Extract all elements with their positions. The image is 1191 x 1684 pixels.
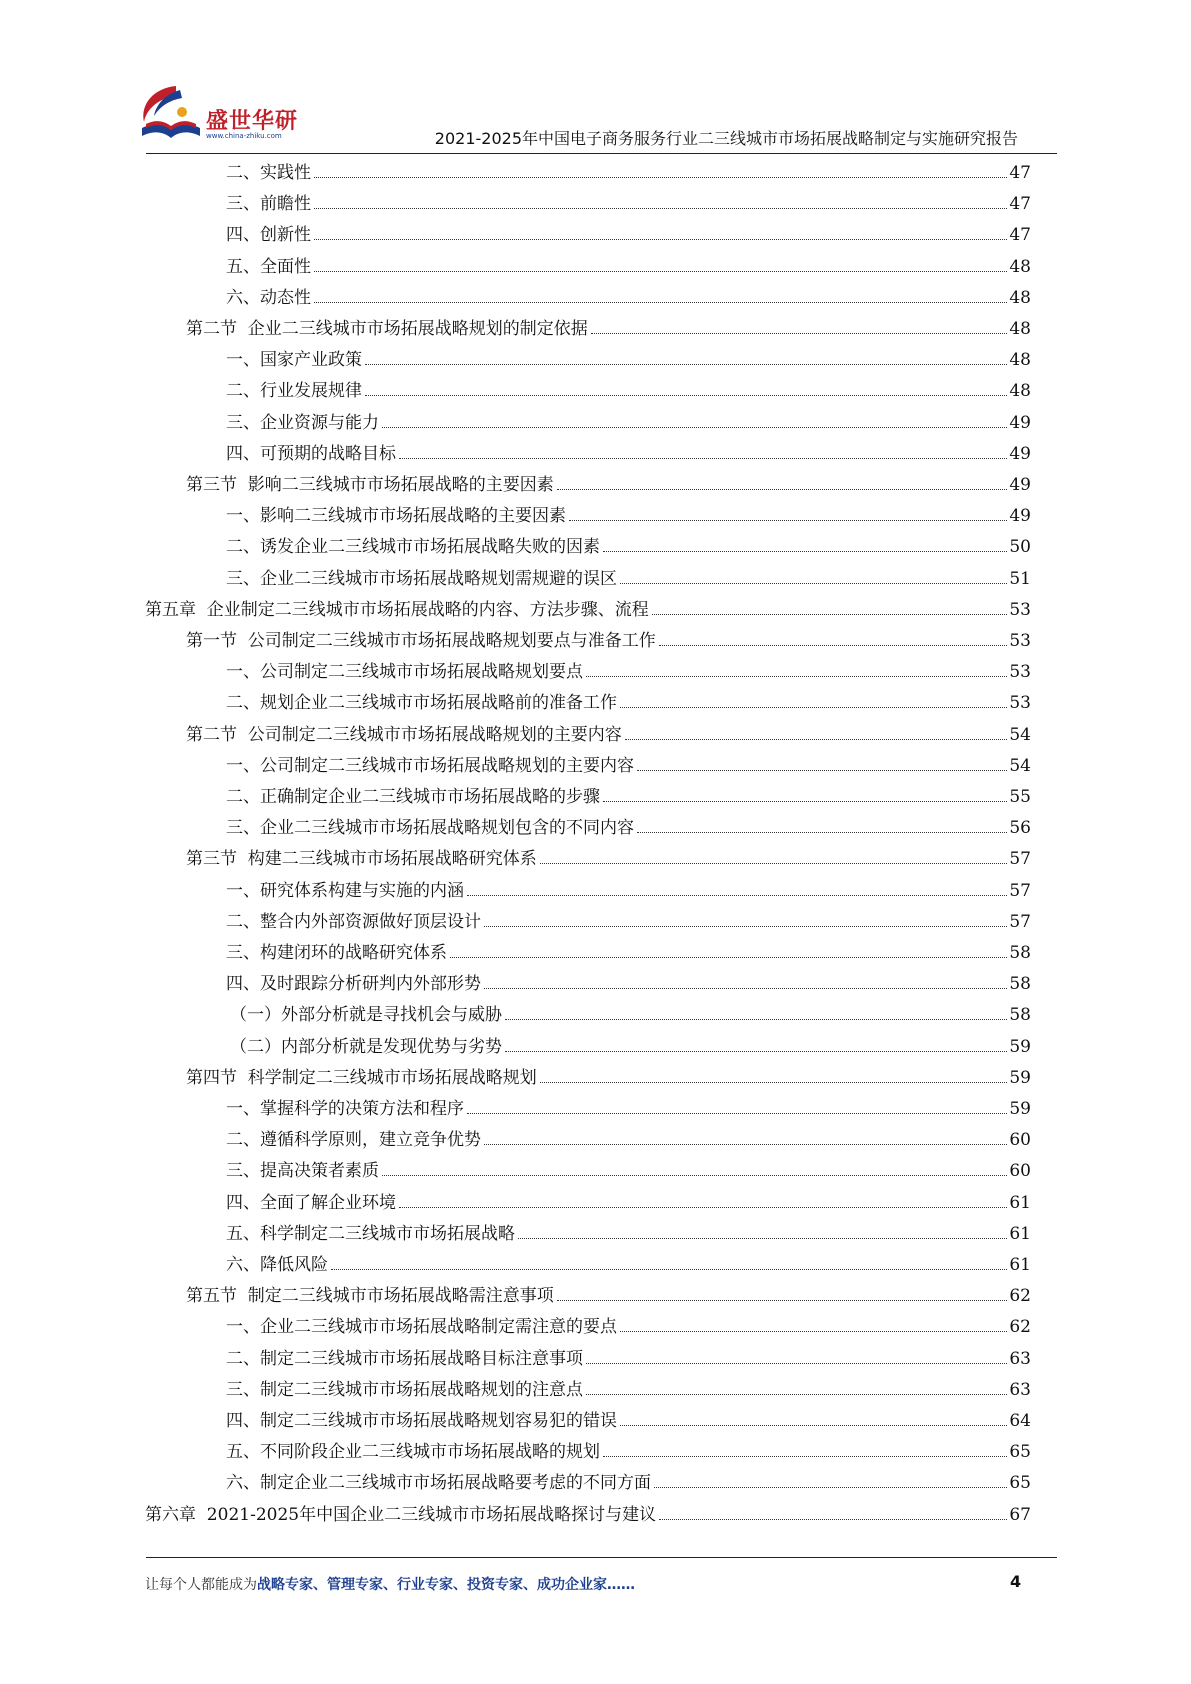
toc-entry[interactable]: [226, 876, 1031, 907]
toc-dot-leader: [467, 1113, 1007, 1114]
toc-entry-title: 第二节 企业二三线城市市场拓展战略规划的制定依据: [186, 319, 588, 339]
toc-dot-leader: [625, 739, 1008, 740]
toc-entry-title: 三、企业二三线城市市场拓展战略规划包含的不同内容: [226, 818, 634, 839]
slogan-highlight: 战略专家、管理专家、行业专家、投资专家、成功企业家……: [257, 1577, 635, 1593]
toc-entry[interactable]: [226, 938, 1031, 969]
toc-dot-leader: [603, 1456, 1007, 1457]
toc-entry-page: 64: [1009, 1411, 1031, 1431]
toc-entry[interactable]: [226, 501, 1031, 532]
toc-entry-title: 六、制定企业二三线城市市场拓展战略要考虑的不同方面: [226, 1473, 651, 1494]
toc-entry[interactable]: [145, 595, 1031, 626]
toc-entry-page: 49: [1009, 412, 1031, 433]
toc-entry-title: 四、及时跟踪分析研判内外部形势: [226, 974, 481, 995]
toc-entry[interactable]: [226, 189, 1031, 220]
header-divider: [146, 153, 1057, 154]
toc-entry-title: 三、制定二三线城市市场拓展战略规划的注意点: [226, 1379, 583, 1400]
toc-entry-title: 二、行业发展规律: [226, 381, 362, 402]
toc-entry-page: 48: [1009, 350, 1031, 371]
toc-entry[interactable]: [226, 1250, 1031, 1281]
toc-dot-leader: [484, 926, 1007, 927]
toc-entry-page: 53: [1009, 693, 1031, 714]
toc-entry-page: 62: [1009, 1317, 1031, 1338]
toc-entry[interactable]: [226, 1468, 1031, 1499]
toc-entry-title: 二、整合内外部资源做好顶层设计: [226, 911, 481, 932]
toc-entry-page: 57: [1009, 911, 1031, 932]
toc-entry[interactable]: [226, 1094, 1031, 1125]
toc-dot-leader: [314, 302, 1007, 303]
brand-url: www.china-zhiku.com: [206, 132, 282, 140]
toc-entry-page: 48: [1009, 287, 1031, 308]
toc-entry[interactable]: [226, 220, 1031, 251]
toc-entry[interactable]: [230, 1032, 1031, 1063]
toc-entry-page: 54: [1009, 755, 1031, 776]
toc-entry-title: 三、企业二三线城市市场拓展战略规划需规避的误区: [226, 568, 617, 589]
toc-entry-title: 六、降低风险: [226, 1255, 328, 1275]
toc-dot-leader: [314, 177, 1007, 178]
toc-entry-page: 57: [1009, 849, 1031, 870]
toc-entry[interactable]: [226, 907, 1031, 938]
toc-entry-title: 一、国家产业政策: [226, 350, 362, 371]
toc-entry-page: 59: [1009, 1067, 1031, 1088]
page-header: [0, 0, 1191, 160]
footer-slogan: [145, 1574, 635, 1594]
toc-dot-leader: [654, 1487, 1007, 1488]
toc-entry-title: 二、正确制定企业二三线城市市场拓展战略的步骤: [226, 787, 600, 807]
toc-entry[interactable]: [186, 720, 1031, 751]
toc-dot-leader: [540, 863, 1008, 864]
toc-entry-title: （二）内部分析就是发现优势与劣势: [230, 1036, 502, 1057]
toc-entry-page: 63: [1009, 1348, 1031, 1369]
toc-dot-leader: [484, 988, 1007, 989]
toc-entry-page: 58: [1009, 974, 1031, 995]
toc-entry-title: 一、公司制定二三线城市市场拓展战略规划要点: [226, 662, 583, 683]
toc-dot-leader: [659, 645, 1008, 646]
toc-dot-leader: [557, 1300, 1008, 1301]
toc-entry-page: 59: [1009, 1099, 1031, 1119]
toc-entry-page: 67: [1009, 1504, 1031, 1525]
toc-entry-title: 一、企业二三线城市市场拓展战略制定需注意的要点: [226, 1317, 617, 1338]
toc-entry-title: 四、可预期的战略目标: [226, 443, 396, 464]
toc-entry[interactable]: [226, 1375, 1031, 1406]
toc-entry[interactable]: [226, 1188, 1031, 1219]
toc-dot-leader: [518, 1238, 1007, 1239]
toc-dot-leader: [505, 1051, 1007, 1052]
toc-dot-leader: [603, 801, 1007, 802]
toc-entry-title: 一、掌握科学的决策方法和程序: [226, 1099, 464, 1119]
toc-entry[interactable]: [226, 345, 1031, 376]
toc-entry[interactable]: [226, 782, 1031, 813]
toc-dot-leader: [314, 208, 1007, 209]
toc-entry[interactable]: [226, 252, 1031, 283]
toc-entry[interactable]: [226, 1312, 1031, 1343]
toc-entry[interactable]: [226, 1219, 1031, 1250]
toc-entry[interactable]: [226, 1437, 1031, 1468]
toc-entry-page: 53: [1009, 599, 1031, 620]
toc-entry-title: 第四节 科学制定二三线城市市场拓展战略规划: [186, 1067, 537, 1088]
footer-divider: [146, 1557, 1057, 1558]
toc-dot-leader: [652, 614, 1008, 615]
toc-entry-title: 五、科学制定二三线城市市场拓展战略: [226, 1223, 515, 1244]
toc-dot-leader: [591, 333, 1008, 334]
toc-dot-leader: [505, 1019, 1007, 1020]
toc-entry-page: 58: [1009, 1005, 1031, 1026]
toc-dot-leader: [314, 239, 1007, 240]
toc-entry[interactable]: [186, 314, 1031, 345]
page-number: 4: [1010, 1572, 1022, 1591]
toc-entry[interactable]: [226, 532, 1031, 563]
toc-entry[interactable]: [186, 1063, 1031, 1094]
toc-dot-leader: [637, 832, 1007, 833]
toc-entry[interactable]: [226, 813, 1031, 844]
toc-dot-leader: [659, 1519, 1007, 1520]
toc-entry-title: 三、前瞻性: [226, 194, 311, 215]
toc-entry-page: 57: [1009, 880, 1031, 901]
toc-dot-leader: [603, 551, 1007, 552]
toc-entry-page: 55: [1009, 787, 1031, 807]
toc-entry-title: 第六章 2021-2025年中国企业二三线城市市场拓展战略探讨与建议: [145, 1504, 657, 1525]
toc-entry-page: 53: [1009, 631, 1031, 651]
toc-dot-leader: [620, 1331, 1007, 1332]
toc-entry[interactable]: [226, 657, 1031, 688]
toc-entry[interactable]: [186, 844, 1031, 875]
toc-entry-title: 二、规划企业二三线城市市场拓展战略前的准备工作: [226, 693, 617, 714]
toc-entry[interactable]: [226, 439, 1031, 470]
toc-entry-title: 三、企业资源与能力: [226, 412, 379, 433]
toc-entry[interactable]: [226, 1156, 1031, 1187]
toc-dot-leader: [450, 957, 1007, 958]
toc-dot-leader: [467, 895, 1007, 896]
toc-entry-page: 61: [1009, 1192, 1031, 1213]
toc-entry[interactable]: [186, 1281, 1031, 1312]
toc-entry-page: 65: [1009, 1442, 1031, 1463]
toc-dot-leader: [557, 489, 1008, 490]
toc-entry-page: 49: [1009, 506, 1031, 527]
toc-entry-title: 三、提高决策者素质: [226, 1161, 379, 1182]
toc-entry-page: 60: [1009, 1161, 1031, 1182]
toc-entry-title: 四、全面了解企业环境: [226, 1192, 396, 1213]
toc-entry-title: 五、全面性: [226, 256, 311, 277]
toc-entry[interactable]: [226, 1406, 1031, 1437]
toc-entry-title: （一）外部分析就是寻找机会与威胁: [230, 1005, 502, 1026]
toc-entry-page: 61: [1009, 1255, 1031, 1275]
toc-dot-leader: [620, 583, 1007, 584]
toc-entry-title: 三、构建闭环的战略研究体系: [226, 943, 447, 963]
toc-entry-title: 第二节 公司制定二三线城市市场拓展战略规划的主要内容: [186, 724, 622, 745]
toc-entry-page: 47: [1009, 163, 1031, 183]
toc-dot-leader: [399, 1207, 1007, 1208]
toc-entry[interactable]: [230, 1000, 1031, 1031]
toc-entry-page: 50: [1009, 537, 1031, 558]
toc-entry-title: 一、研究体系构建与实施的内涵: [226, 880, 464, 901]
toc-entry-title: 四、创新性: [226, 225, 311, 246]
toc-entry-page: 58: [1009, 943, 1031, 963]
toc-entry[interactable]: [186, 626, 1031, 657]
toc-entry[interactable]: [226, 751, 1031, 782]
toc-dot-leader: [314, 271, 1007, 272]
toc-entry[interactable]: [186, 470, 1031, 501]
toc-entry-title: 四、制定二三线城市市场拓展战略规划容易犯的错误: [226, 1411, 617, 1431]
toc-entry-title: 一、影响二三线城市市场拓展战略的主要因素: [226, 506, 566, 527]
toc-entry-page: 48: [1009, 319, 1031, 339]
toc-dot-leader: [569, 520, 1007, 521]
book-logo-icon: [136, 82, 206, 152]
toc-entry-page: 47: [1009, 225, 1031, 246]
toc-dot-leader: [586, 676, 1007, 677]
toc-entry-page: 59: [1009, 1036, 1031, 1057]
toc-dot-leader: [484, 1144, 1007, 1145]
toc-entry-page: 54: [1009, 724, 1031, 745]
toc-entry-title: 二、制定二三线城市市场拓展战略目标注意事项: [226, 1348, 583, 1369]
toc-dot-leader: [620, 707, 1007, 708]
toc-entry-page: 51: [1009, 568, 1031, 589]
toc-dot-leader: [365, 364, 1007, 365]
toc-dot-leader: [365, 395, 1007, 396]
toc-entry[interactable]: [145, 1500, 1031, 1531]
toc-dot-leader: [586, 1363, 1007, 1364]
toc-dot-leader: [382, 1175, 1007, 1176]
toc-entry-page: 65: [1009, 1473, 1031, 1494]
toc-entry[interactable]: [226, 688, 1031, 719]
toc-entry-page: 49: [1009, 443, 1031, 464]
brand-name: 盛世华研: [206, 109, 299, 134]
toc-entry-title: 二、实践性: [226, 163, 311, 183]
toc-entry[interactable]: [226, 408, 1031, 439]
toc-entry[interactable]: [226, 283, 1031, 314]
toc-entry-page: 47: [1009, 194, 1031, 215]
toc-entry-page: 60: [1009, 1130, 1031, 1151]
toc-entry-title: 一、公司制定二三线城市市场拓展战略规划的主要内容: [226, 755, 634, 776]
toc-entry-title: 第五章 企业制定二三线城市市场拓展战略的内容、方法步骤、流程: [145, 599, 649, 620]
toc-entry-title: 第五节 制定二三线城市市场拓展战略需注意事项: [186, 1286, 554, 1307]
toc-entry-page: 62: [1009, 1286, 1031, 1307]
slogan-lead: 让每个人都能成为: [145, 1577, 257, 1593]
report-title: 2021-2025年中国电子商务服务行业二三线城市市场拓展战略制定与实施研究报告: [434, 129, 1018, 148]
toc-entry[interactable]: [226, 1125, 1031, 1156]
toc-entry[interactable]: [226, 158, 1031, 189]
toc-entry-page: 49: [1009, 475, 1031, 495]
toc-entry-title: 第三节 影响二三线城市市场拓展战略的主要因素: [186, 475, 554, 495]
toc-dot-leader: [620, 1425, 1007, 1426]
toc-entry-page: 61: [1009, 1223, 1031, 1244]
toc-dot-leader: [382, 427, 1007, 428]
toc-entry-title: 第三节 构建二三线城市市场拓展战略研究体系: [186, 849, 537, 870]
toc-dot-leader: [331, 1269, 1007, 1270]
toc-entry-title: 六、动态性: [226, 287, 311, 308]
toc-dot-leader: [637, 770, 1007, 771]
toc-entry[interactable]: [226, 564, 1031, 595]
toc-entry-page: 53: [1009, 662, 1031, 683]
toc-entry[interactable]: [226, 376, 1031, 407]
company-logo: [136, 82, 316, 152]
toc-entry[interactable]: [226, 1344, 1031, 1375]
toc-entry-page: 48: [1009, 256, 1031, 277]
toc-dot-leader: [540, 1082, 1008, 1083]
toc-entry-title: 第一节 公司制定二三线城市市场拓展战略规划要点与准备工作: [186, 631, 656, 651]
toc-entry-title: 二、遵循科学原则，建立竞争优势: [226, 1130, 481, 1151]
toc-dot-leader: [399, 458, 1007, 459]
toc-entry[interactable]: [226, 969, 1031, 1000]
toc-dot-leader: [586, 1394, 1007, 1395]
toc-entry-page: 56: [1009, 818, 1031, 839]
toc-entry-page: 48: [1009, 381, 1031, 402]
toc-entry-page: 63: [1009, 1379, 1031, 1400]
toc-entry-title: 二、诱发企业二三线城市市场拓展战略失败的因素: [226, 537, 600, 558]
toc-entry-title: 五、不同阶段企业二三线城市市场拓展战略的规划: [226, 1442, 600, 1463]
